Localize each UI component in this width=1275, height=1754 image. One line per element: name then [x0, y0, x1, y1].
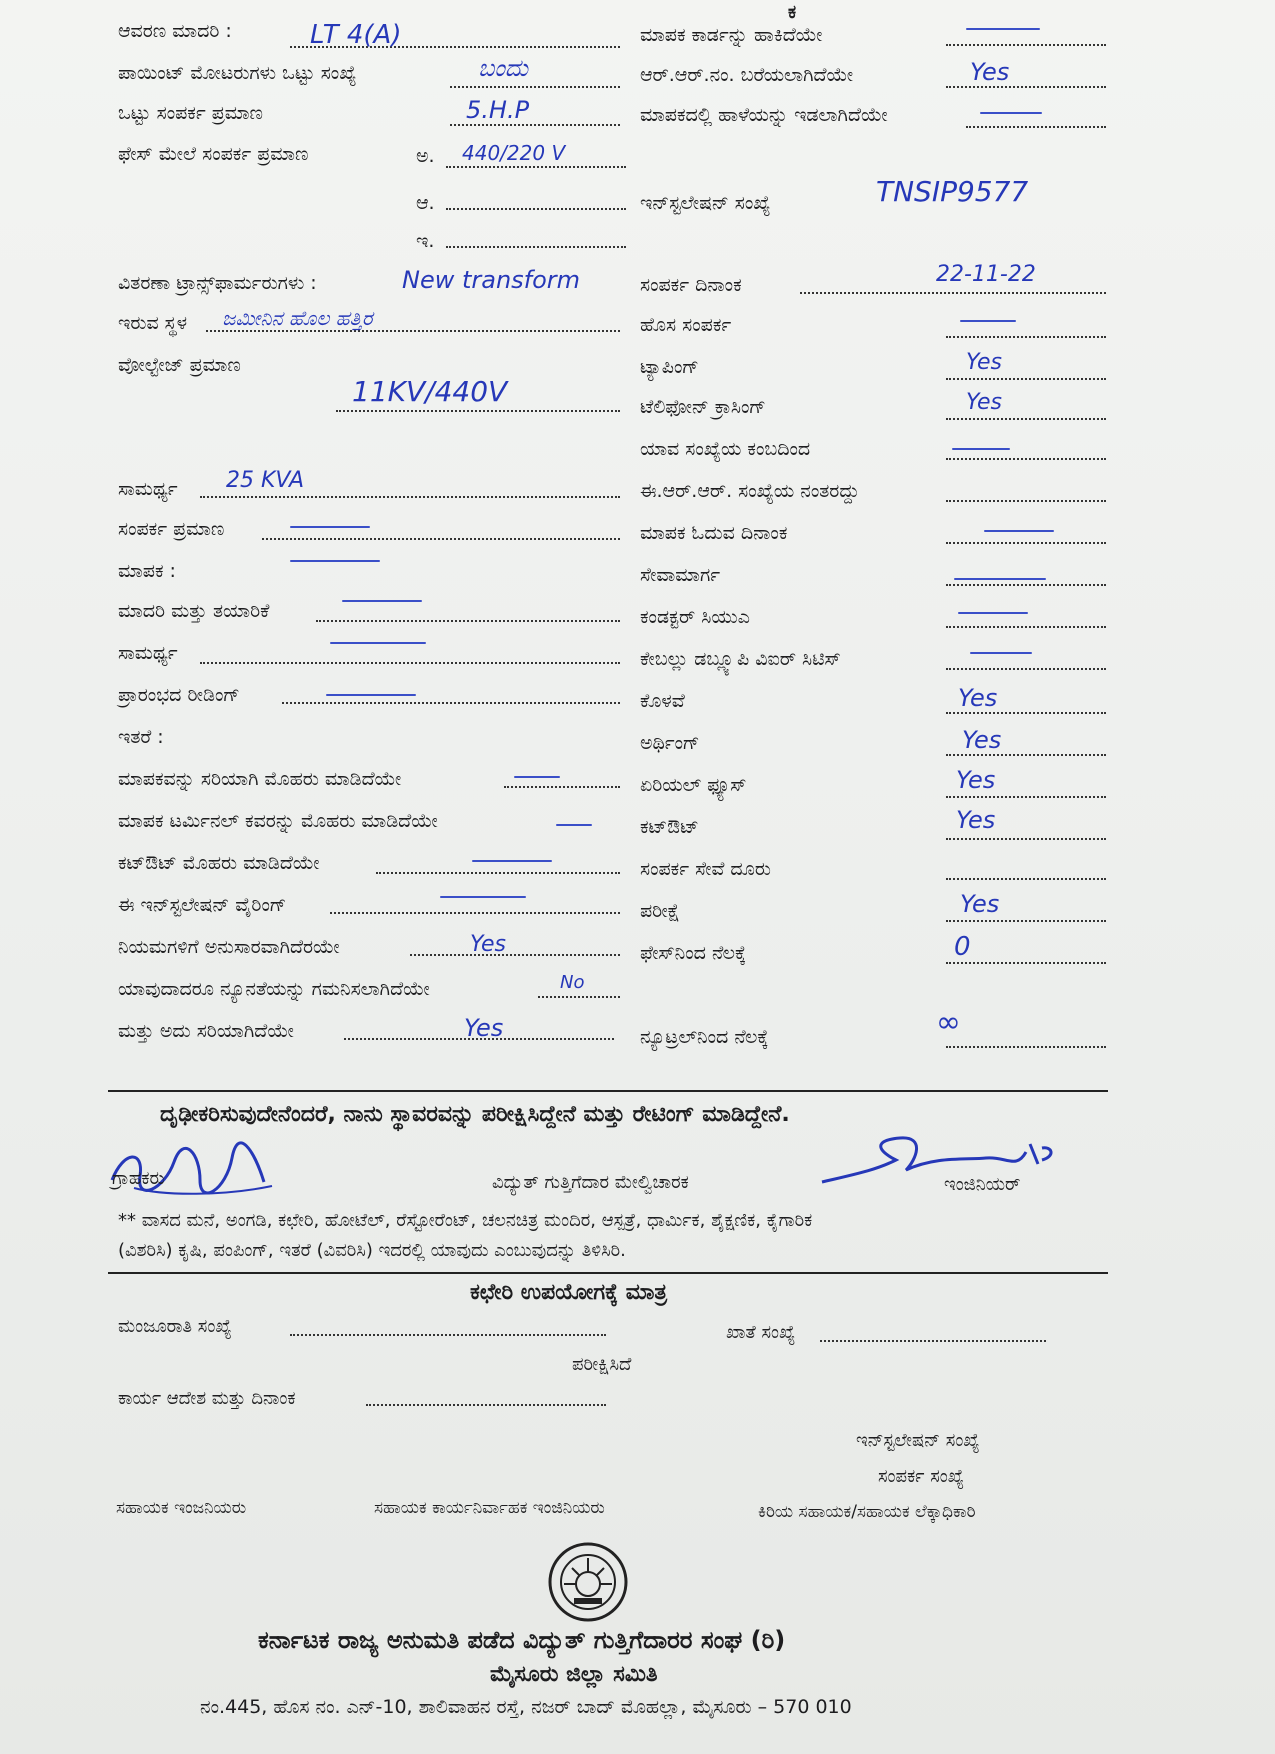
- pen-dash: [514, 776, 560, 778]
- pen-dash: [440, 896, 526, 898]
- declaration: ದೃಢೀಕರಿಸುವುದೇನೆಂದರೆ, ನಾನು ಸ್ಥಾವರವನ್ನು ಪರೀಕ್ಷಿಸಿದ್ದೇನೆ ಮತ್ತು ರೇಟಿಂಗ್ ಮಾಡಿದ್ದೇನೆ.: [160, 1102, 790, 1127]
- handwritten-value: LT 4(A): [310, 20, 402, 50]
- left-label: ಮಾಪಕ :: [118, 560, 176, 582]
- handwritten-value: No: [560, 972, 585, 993]
- fill-line: [446, 208, 626, 210]
- right-label: ಮಾಪಕದಲ್ಲಿ ಹಾಳೆಯನ್ನು ಇಡಲಾಗಿದೆಯೇ: [640, 104, 888, 126]
- supervisor-label: ವಿದ್ಯುತ್ ಗುತ್ತಿಗೆದಾರ ಮೇಲ್ವಿಚಾರಕ: [492, 1172, 689, 1193]
- checked-label: ಪರೀಕ್ಷಿಸಿದೆ: [572, 1354, 632, 1375]
- pen-dash: [290, 560, 380, 562]
- right-label: ಯಾವ ಸಂಖ್ಯೆಯ ಕಂಬದಿಂದ: [640, 438, 811, 460]
- fill-line: [966, 126, 1106, 128]
- right-label: ಹೊಸ ಸಂಪರ್ಕ: [640, 314, 732, 336]
- right-label: ಪರೀಕ್ಷೆ: [640, 900, 680, 922]
- fill-line: [946, 962, 1106, 964]
- fill-line: [820, 1340, 1046, 1342]
- left-label: ಮತ್ತು ಅದು ಸರಿಯಾಗಿದೆಯೇ: [118, 1020, 294, 1042]
- fill-line: [330, 912, 620, 914]
- jr-accounts-label: ಕಿರಿಯ ಸಹಾಯಕ/ಸಹಾಯಕ ಲೆಕ್ಕಾಧಿಕಾರಿ: [758, 1502, 976, 1522]
- office-use-title: ಕಛೇರಿ ಉಪಯೋಗಕ್ಕೆ ಮಾತ್ರ: [470, 1280, 667, 1305]
- right-label: ಇನ್‌ಸ್ಟಲೇಷನ್ ಸಂಖ್ಯೆ: [640, 192, 771, 214]
- fill-line: [946, 584, 1106, 586]
- fill-line: [504, 786, 620, 788]
- left-label: ಒಟ್ಟು ಸಂಪರ್ಕ ಪ್ರಮಾಣ: [118, 102, 264, 124]
- right-label: ಸಂಪರ್ಕ ದಿನಾಂಕ: [640, 274, 742, 296]
- connection-no-label: ಸಂಪರ್ಕ ಸಂಖ್ಯೆ: [878, 1466, 965, 1487]
- fill-line: [946, 542, 1106, 544]
- fill-line: [946, 796, 1106, 798]
- handwritten-value: Yes: [970, 58, 1010, 86]
- left-label: ಇರುವ ಸ್ಥಳ: [118, 312, 188, 334]
- handwritten-value: ∞: [936, 1005, 961, 1040]
- left-label: ಪ್ರಾರಂಭದ ರೀಡಿಂಗ್: [118, 684, 240, 706]
- right-label: ಸಂಪರ್ಕ ಸೇವೆ ದೂರು: [640, 858, 771, 880]
- handwritten-value: 440/220 V: [462, 141, 566, 165]
- engineer-signature: [816, 1130, 1066, 1194]
- handwritten-value: Yes: [956, 766, 996, 794]
- handwritten-value: 25 KVA: [226, 468, 305, 493]
- right-label: ನ್ಯೂಟ್ರಲ್‌ನಿಂದ ನೆಲಕ್ಕೆ: [640, 1026, 769, 1048]
- pen-dash: [970, 652, 1032, 654]
- fill-line: [316, 620, 620, 622]
- right-label: ಕೊಳವೆ: [640, 690, 685, 712]
- customer-label: ಗ್ರಾಹಕರು: [112, 1168, 165, 1189]
- left-label: ಮಾಪಕವನ್ನು ಸರಿಯಾಗಿ ಮೊಹರು ಮಾಡಿದೆಯೇ: [118, 768, 402, 790]
- fill-line: [946, 44, 1106, 46]
- right-label: ಟೆಲಿಫೋನ್ ಕ್ರಾಸಿಂಗ್: [640, 396, 766, 418]
- right-label: ಫೇಸ್‌ನಿಂದ ನೆಲಕ್ಕೆ: [640, 942, 747, 964]
- fill-line: [446, 246, 626, 248]
- fill-line: [946, 920, 1106, 922]
- sanction-no-label: ಮಂಜೂರಾತಿ ಸಂಖ್ಯೆ: [118, 1316, 232, 1337]
- right-label: ಸೇವಾಮಾರ್ಗ: [640, 564, 721, 586]
- footer-org: ಕರ್ನಾಟಕ ರಾಜ್ಯ ಅನುಮತಿ ಪಡೆದ ವಿದ್ಯುತ್ ಗುತ್ತಿಗೆದಾರರ ಸಂಘ (ರಿ): [258, 1626, 786, 1654]
- fill-line: [800, 292, 1106, 294]
- fill-line: [450, 124, 620, 126]
- fill-line: [946, 838, 1106, 840]
- divider: [108, 1272, 1108, 1274]
- right-label: ಕಟ್‌ಔಟ್: [640, 816, 699, 838]
- fill-line: [446, 166, 626, 168]
- handwritten-value: Yes: [960, 890, 1000, 918]
- handwritten-value: Yes: [966, 390, 1003, 415]
- fill-line: [946, 86, 1106, 88]
- left-label: ಸಾಮರ್ಥ್ಯ: [118, 642, 178, 664]
- fill-line: [946, 878, 1106, 880]
- fill-line: [366, 1404, 606, 1406]
- handwritten-value: TNSIP9577: [876, 175, 1029, 208]
- right-label: ಟ್ಯಾಪಿಂಗ್: [640, 356, 699, 378]
- pen-dash: [290, 526, 370, 528]
- fill-line: [262, 538, 620, 540]
- right-label: ಈ.ಆರ್.ಆರ್. ಸಂಖ್ಯೆಯ ನಂತರದ್ದು: [640, 480, 860, 502]
- left-label: ನಿಯಮಗಳಿಗೆ ಅನುಸಾರವಾಗಿದೆರಯೇ: [118, 936, 340, 958]
- footer-address: ನಂ.445, ಹೊಸ ನಂ. ಎನ್-10, ಶಾಲಿವಾಹನ ರಸ್ತೆ, ನಜರ್ ಬಾದ್ ಮೊಹಲ್ಲಾ, ಮೈಸೂರು – 570 010: [200, 1696, 852, 1718]
- fill-line: [450, 86, 620, 88]
- sub-label: ಆ.: [416, 192, 435, 214]
- pen-dash: [326, 694, 416, 696]
- pen-dash: [330, 642, 426, 644]
- fill-line: [410, 954, 620, 956]
- right-label: ಕೇಬಲ್ಲು ಡಬ್ಲ್ಯೂಪಿ ವಿಐರ್ ಸಿಟಿಸ್: [640, 648, 841, 670]
- pen-dash: [954, 578, 1046, 580]
- left-label: ಮಾದರಿ ಮತ್ತು ತಯಾರಿಕೆ: [118, 600, 270, 622]
- handwritten-value: ಜಮೀನಿನ ಹೊಲ ಹತ್ತಿರ: [222, 306, 373, 330]
- note-line-1: ** ವಾಸದ ಮನೆ, ಅಂಗಡಿ, ಕಛೇರಿ, ಹೋಟೆಲ್, ರೆಸ್ಟೋರೆಂಟ್, ಚಲನಚಿತ್ರ ಮಂದಿರ, ಆಸ್ಪತ್ರೆ, ಧಾರ್ಮಿಕ, ಶೈಕ್ಷಣಿಕ, ಕೈಗಾರಿಕ: [118, 1210, 813, 1231]
- fill-line: [538, 996, 620, 998]
- handwritten-value: Yes: [470, 932, 507, 957]
- work-order-label: ಕಾರ್ಯ ಆದೇಶ ಮತ್ತು ದಿನಾಂಕ: [118, 1388, 296, 1409]
- fill-line: [946, 1046, 1106, 1048]
- left-label: ಮಾಪಕ ಟರ್ಮಿನಲ್ ಕವರನ್ನು ಮೊಹರು ಮಾಡಿದೆಯೇ: [118, 810, 438, 832]
- left-label: ಯಾವುದಾದರೂ ನ್ಯೂನತೆಯನ್ನು ಗಮನಿಸಲಾಗಿದೆಯೇ: [118, 978, 430, 1000]
- left-label: ಫೇಸ್ ಮೇಲೆ ಸಂಪರ್ಕ ಪ್ರಮಾಣ: [118, 143, 309, 165]
- pen-dash: [980, 112, 1042, 114]
- right-label: ಅರ್ಥಿಂಗ್: [640, 732, 700, 754]
- sub-label: ಇ.: [416, 230, 435, 252]
- top-mark: ಕ: [788, 2, 797, 23]
- asst-exec-engineer-label: ಸಹಾಯಕ ಕಾರ್ಯನಿರ್ವಾಹಕ ಇಂಜಿನಿಯರು: [374, 1498, 605, 1518]
- note-line-2: (ವಿಶರಿಸಿ) ಕೃಷಿ, ಪಂಪಿಂಗ್, ಇತರೆ (ವಿವರಿಸಿ) ಇದರಲ್ಲಿ ಯಾವುದು ಎಂಬುವುದನ್ನು ತಿಳಿಸಿರಿ.: [118, 1240, 626, 1261]
- left-label: ವೋಲ್ಟೇಜ್ ಪ್ರಮಾಣ: [118, 354, 241, 376]
- right-label: ಏರಿಯಲ್ ಫ್ಯೂಸ್: [640, 774, 747, 796]
- left-label: ಇತರೆ :: [118, 726, 164, 748]
- engineer-label: ಇಂಜಿನಿಯರ್: [944, 1174, 1021, 1195]
- fill-line: [200, 496, 620, 498]
- fill-line: [946, 418, 1106, 420]
- pen-dash: [556, 824, 592, 826]
- left-label: ಕಟ್‌ಔಟ್ ಮೊಹರು ಮಾಡಿದೆಯೇ: [118, 852, 320, 874]
- handwritten-value: New transform: [402, 266, 581, 294]
- fill-line: [946, 378, 1106, 380]
- right-label: ಕಂಡಕ್ಟರ್ ಸಿಯುಎ: [640, 606, 750, 628]
- handwritten-value: 22-11-22: [936, 262, 1036, 287]
- fill-line: [336, 410, 620, 412]
- fill-line: [946, 458, 1106, 460]
- handwritten-value: Yes: [962, 726, 1002, 754]
- account-no-label: ಖಾತೆ ಸಂಖ್ಯೆ: [726, 1322, 796, 1343]
- left-label: ಈ ಇನ್‌ಸ್ಟಲೇಷನ್ ವೈರಿಂಗ್: [118, 894, 287, 916]
- fill-line: [946, 500, 1106, 502]
- right-label: ಮಾಪಕ ಓದುವ ದಿನಾಂಕ: [640, 522, 788, 544]
- pen-dash: [952, 448, 1010, 450]
- left-label: ವಿತರಣಾ ಟ್ರಾನ್ಸ್‌ಫಾರ್ಮರುಗಳು :: [118, 272, 317, 294]
- footer-committee: ಮೈಸೂರು ಜಿಲ್ಲಾ ಸಮಿತಿ: [490, 1662, 658, 1687]
- handwritten-value: Yes: [956, 806, 996, 834]
- left-label: ಸಾಮರ್ಥ್ಯ: [118, 478, 178, 500]
- fill-line: [290, 1334, 606, 1336]
- handwritten-value: 0: [954, 932, 971, 962]
- pen-dash: [960, 320, 1016, 322]
- handwritten-value: Yes: [464, 1014, 504, 1042]
- pen-dash: [342, 600, 422, 602]
- fill-line: [946, 712, 1106, 714]
- fill-line: [946, 336, 1106, 338]
- handwritten-value: Yes: [966, 350, 1003, 375]
- pen-dash: [958, 612, 1028, 614]
- association-logo: [546, 1540, 630, 1624]
- left-label: ಆವರಣ ಮಾದರಿ :: [118, 20, 232, 42]
- pen-dash: [472, 860, 552, 862]
- right-label: ಮಾಪಕ ಕಾರ್ಡನ್ನು ಹಾಕಿದೆಯೇ: [640, 24, 823, 46]
- fill-line: [376, 872, 620, 874]
- fill-line: [200, 662, 620, 664]
- handwritten-value: 11KV/440V: [352, 375, 508, 408]
- fill-line: [946, 754, 1106, 756]
- pen-dash: [966, 28, 1040, 30]
- divider: [108, 1090, 1108, 1092]
- handwritten-value: ಬಂದು: [478, 54, 529, 82]
- fill-line: [206, 330, 620, 332]
- right-label: ಆರ್.ಆರ್.ನಂ. ಬರೆಯಲಾಗಿದೆಯೇ: [640, 64, 854, 86]
- sub-label: ಅ.: [416, 145, 435, 167]
- fill-line: [946, 626, 1106, 628]
- fill-line: [946, 668, 1106, 670]
- fill-line: [282, 702, 620, 704]
- pen-dash: [984, 530, 1054, 532]
- left-label: ಪಾಯಿಂಟ್ ಮೋಟರುಗಳು ಒಟ್ಟು ಸಂಖ್ಯೆ: [118, 62, 357, 84]
- handwritten-value: 5.H.P: [466, 96, 530, 124]
- installation-no-label: ಇನ್‌ಸ್ಟಲೇಷನ್ ಸಂಖ್ಯೆ: [856, 1430, 980, 1451]
- left-label: ಸಂಪರ್ಕ ಪ್ರಮಾಣ: [118, 518, 225, 540]
- asst-engineer-label: ಸಹಾಯಕ ಇಂಜನಿಯರು: [116, 1498, 247, 1518]
- handwritten-value: Yes: [958, 684, 998, 712]
